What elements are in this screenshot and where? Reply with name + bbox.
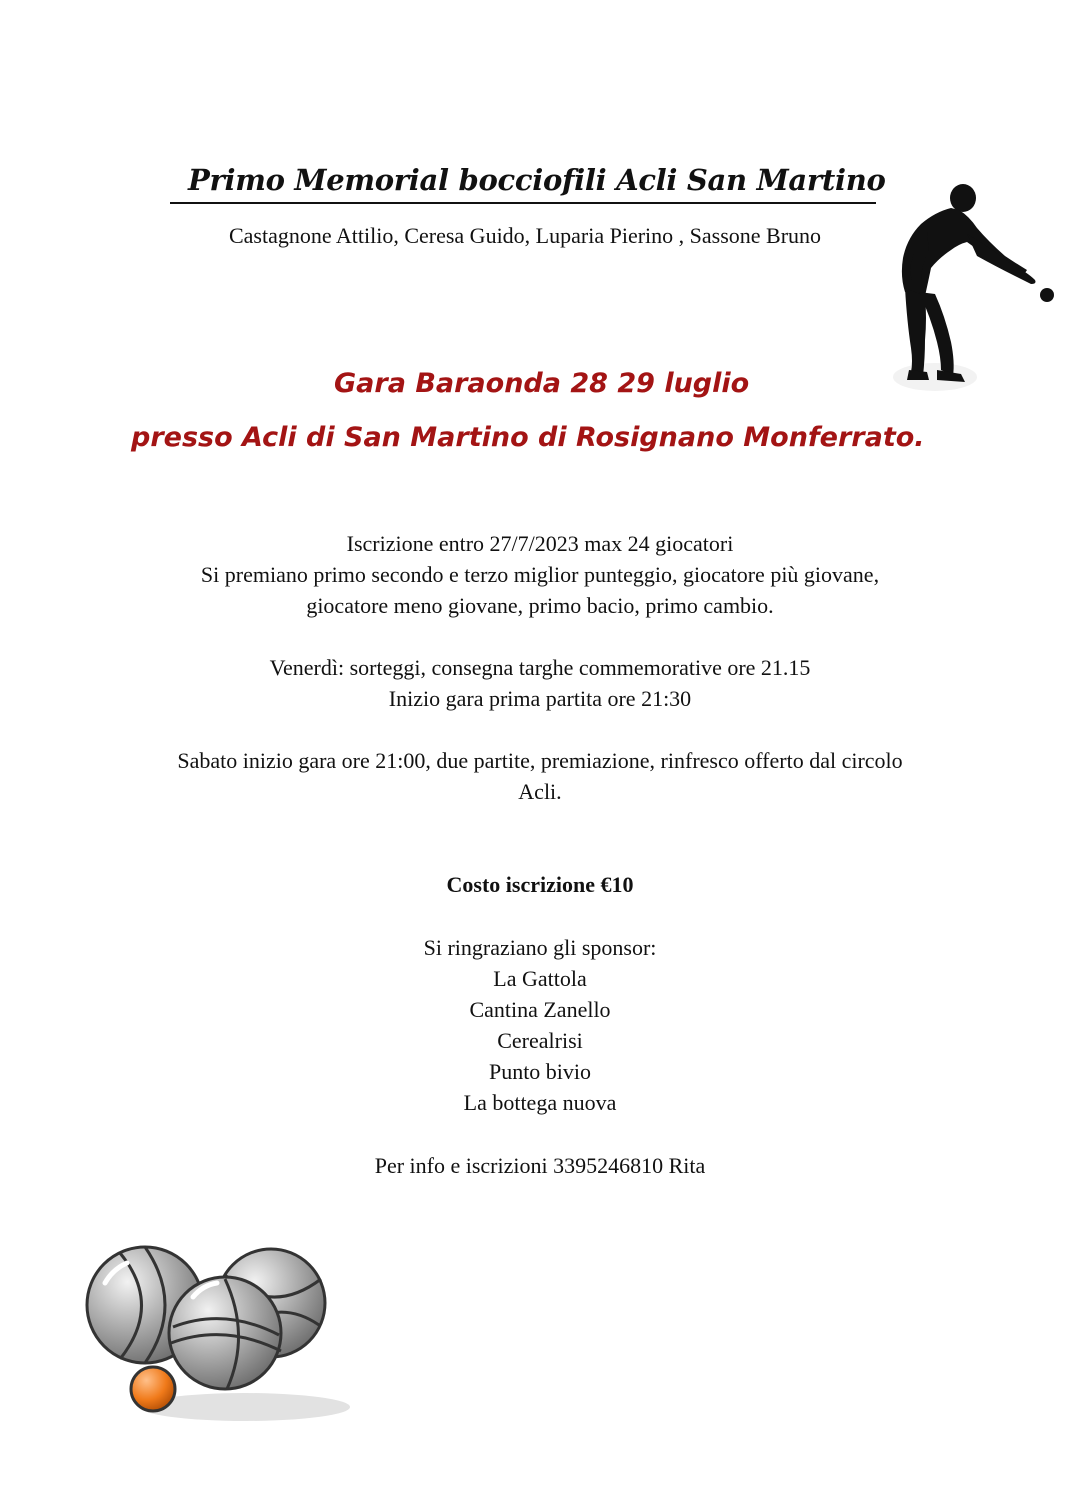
sponsors-heading: Si ringraziano gli sponsor: <box>423 935 657 960</box>
honorees-names: Castagnone Attilio, Ceresa Guido, Luparia Pierino , Sassone Bruno <box>228 223 822 248</box>
registration-cost: Costo iscrizione €10 <box>446 872 634 897</box>
sponsors-section <box>0 932 1080 1118</box>
event-name: Gara Baraonda 28 29 luglio <box>334 368 750 399</box>
saturday-line-1: Sabato inizio gara ore 21:00, due partite, premiazione, rinfresco offerto dal circolo <box>177 748 903 773</box>
sponsor-item: Punto bivio <box>488 1059 592 1084</box>
prizes-line-1: Si premiano primo secondo e terzo miglior punteggio, giocatore più giovane, <box>200 562 880 587</box>
sponsor-item: Cerealrisi <box>497 1028 583 1053</box>
saturday-schedule <box>0 745 1080 807</box>
sponsor-item: La Gattola <box>493 966 587 991</box>
saturday-line-2: Acli. <box>518 779 562 804</box>
sponsor-item: La bottega nuova <box>463 1090 617 1115</box>
registration-info <box>0 528 1080 621</box>
sponsor-item: Cantina Zanello <box>469 997 611 1022</box>
event-location: presso Acli di San Martino di Rosignano Monferrato. <box>131 422 925 453</box>
friday-line-1: Venerdì: sorteggi, consegna targhe commemorative ore 21.15 <box>269 655 811 680</box>
bocce-player-silhouette-icon <box>885 172 1065 392</box>
boules-and-jack-icon <box>75 1235 365 1435</box>
contact-info: Per info e iscrizioni 3395246810 Rita <box>374 1153 706 1178</box>
prizes-line-2: giocatore meno giovane, primo bacio, primo cambio. <box>306 593 774 618</box>
flyer-title: Primo Memorial bocciofili Acli San Martino <box>170 158 876 204</box>
friday-schedule <box>0 652 1080 714</box>
friday-line-2: Inizio gara prima partita ore 21:30 <box>388 686 692 711</box>
registration-deadline: Iscrizione entro 27/7/2023 max 24 giocatori <box>346 531 734 556</box>
